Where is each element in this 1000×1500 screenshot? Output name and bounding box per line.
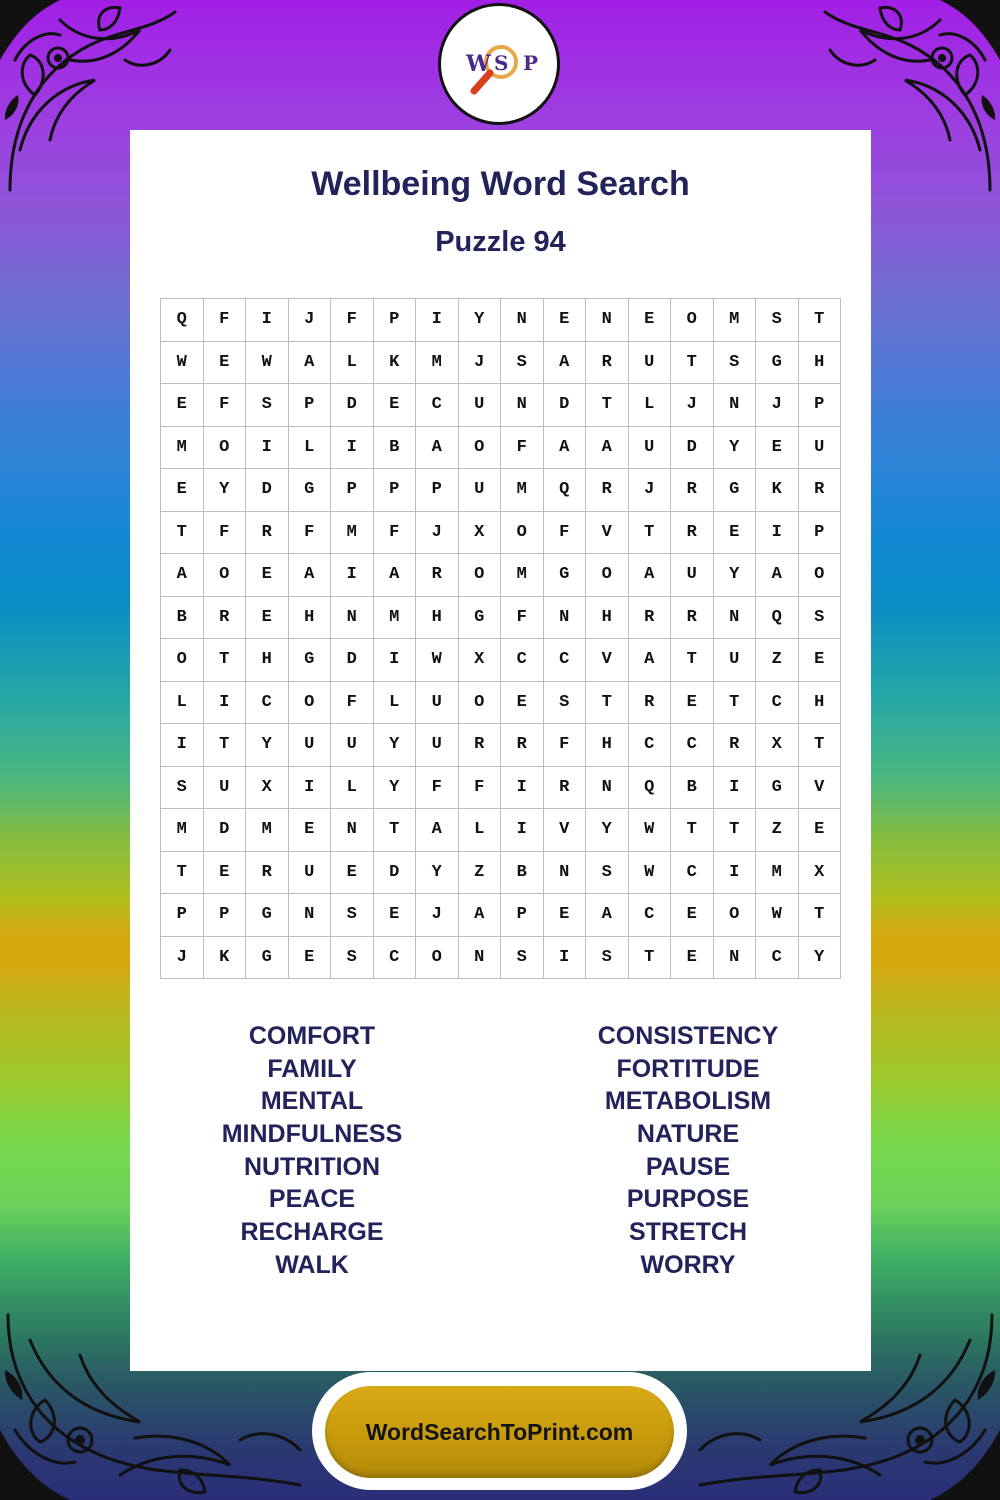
grid-cell[interactable]: G: [246, 894, 289, 937]
grid-cell[interactable]: E: [544, 894, 587, 937]
grid-cell[interactable]: U: [331, 724, 374, 767]
grid-cell[interactable]: Y: [714, 427, 757, 470]
grid-cell[interactable]: U: [416, 682, 459, 725]
grid-cell[interactable]: H: [289, 597, 332, 640]
grid-cell[interactable]: Z: [756, 809, 799, 852]
grid-cell[interactable]: J: [671, 384, 714, 427]
grid-cell[interactable]: E: [671, 894, 714, 937]
grid-cell[interactable]: J: [629, 469, 672, 512]
grid-cell[interactable]: L: [331, 767, 374, 810]
grid-cell[interactable]: O: [799, 554, 842, 597]
grid-cell[interactable]: Q: [629, 767, 672, 810]
grid-cell[interactable]: Y: [374, 724, 417, 767]
grid-cell[interactable]: T: [629, 937, 672, 980]
site-logo: [438, 3, 560, 125]
grid-cell[interactable]: A: [629, 639, 672, 682]
word-item: WALK: [275, 1250, 349, 1279]
grid-cell[interactable]: R: [204, 597, 247, 640]
grid-cell[interactable]: R: [629, 682, 672, 725]
grid-cell[interactable]: I: [374, 639, 417, 682]
grid-cell[interactable]: X: [459, 512, 502, 555]
grid-cell[interactable]: P: [331, 469, 374, 512]
grid-cell[interactable]: Q: [161, 299, 204, 342]
grid-cell[interactable]: L: [331, 342, 374, 385]
grid-cell[interactable]: S: [246, 384, 289, 427]
grid-cell[interactable]: A: [289, 554, 332, 597]
logo-letter-p: P: [523, 51, 539, 75]
grid-cell[interactable]: I: [204, 682, 247, 725]
grid-cell[interactable]: I: [416, 299, 459, 342]
grid-cell[interactable]: A: [756, 554, 799, 597]
grid-cell[interactable]: G: [756, 342, 799, 385]
grid-cell[interactable]: P: [501, 894, 544, 937]
grid-cell[interactable]: Y: [204, 469, 247, 512]
grid-cell[interactable]: O: [459, 427, 502, 470]
grid-cell[interactable]: J: [416, 512, 459, 555]
word-item: PEACE: [268, 1185, 356, 1214]
word-item: METABOLISM: [604, 1087, 772, 1116]
grid-cell[interactable]: U: [459, 384, 502, 427]
grid-cell[interactable]: Y: [799, 937, 842, 980]
grid-cell[interactable]: M: [374, 597, 417, 640]
grid-cell[interactable]: N: [501, 384, 544, 427]
grid-cell[interactable]: E: [331, 852, 374, 895]
grid-cell[interactable]: N: [714, 384, 757, 427]
grid-cell[interactable]: O: [586, 554, 629, 597]
word-item: FORTITUDE: [616, 1054, 760, 1083]
grid-cell[interactable]: H: [799, 342, 842, 385]
grid-cell[interactable]: O: [459, 682, 502, 725]
grid-cell[interactable]: M: [714, 299, 757, 342]
grid-cell[interactable]: M: [756, 852, 799, 895]
grid-cell[interactable]: B: [374, 427, 417, 470]
grid-cell[interactable]: O: [204, 427, 247, 470]
grid-cell[interactable]: E: [799, 809, 842, 852]
grid-cell[interactable]: Y: [416, 852, 459, 895]
grid-cell[interactable]: A: [416, 427, 459, 470]
grid-cell[interactable]: R: [459, 724, 502, 767]
grid-cell[interactable]: U: [799, 427, 842, 470]
grid-cell[interactable]: E: [204, 342, 247, 385]
grid-cell[interactable]: C: [501, 639, 544, 682]
grid-cell[interactable]: G: [756, 767, 799, 810]
grid-cell[interactable]: O: [714, 894, 757, 937]
magnifying-glass-icon: [441, 6, 557, 122]
grid-cell[interactable]: U: [629, 342, 672, 385]
word-item: NATURE: [636, 1120, 740, 1149]
grid-cell[interactable]: E: [374, 894, 417, 937]
word-item: STRETCH: [628, 1218, 748, 1247]
grid-cell[interactable]: U: [671, 554, 714, 597]
grid-cell[interactable]: X: [799, 852, 842, 895]
grid-cell[interactable]: A: [289, 342, 332, 385]
grid-cell[interactable]: D: [544, 384, 587, 427]
grid-cell[interactable]: C: [671, 724, 714, 767]
grid-cell[interactable]: P: [204, 894, 247, 937]
grid-cell[interactable]: A: [544, 427, 587, 470]
grid-cell[interactable]: T: [586, 384, 629, 427]
grid-cell[interactable]: I: [246, 427, 289, 470]
grid-cell[interactable]: G: [289, 639, 332, 682]
grid-cell[interactable]: C: [416, 384, 459, 427]
grid-cell[interactable]: L: [161, 682, 204, 725]
grid-cell[interactable]: J: [459, 342, 502, 385]
grid-cell[interactable]: R: [246, 512, 289, 555]
grid-cell[interactable]: U: [629, 427, 672, 470]
grid-cell[interactable]: I: [289, 767, 332, 810]
grid-cell[interactable]: O: [671, 299, 714, 342]
grid-cell[interactable]: Q: [544, 469, 587, 512]
grid-cell[interactable]: L: [374, 682, 417, 725]
grid-cell[interactable]: T: [799, 299, 842, 342]
grid-cell[interactable]: H: [586, 597, 629, 640]
grid-cell[interactable]: H: [246, 639, 289, 682]
grid-cell[interactable]: V: [799, 767, 842, 810]
grid-cell[interactable]: T: [799, 894, 842, 937]
grid-cell[interactable]: X: [246, 767, 289, 810]
grid-cell[interactable]: T: [671, 809, 714, 852]
grid-cell[interactable]: H: [416, 597, 459, 640]
grid-cell[interactable]: O: [501, 512, 544, 555]
grid-cell[interactable]: E: [246, 554, 289, 597]
grid-cell[interactable]: G: [544, 554, 587, 597]
grid-cell[interactable]: D: [331, 639, 374, 682]
grid-cell[interactable]: F: [416, 767, 459, 810]
grid-cell[interactable]: H: [799, 682, 842, 725]
grid-cell[interactable]: A: [459, 894, 502, 937]
grid-cell[interactable]: T: [586, 682, 629, 725]
grid-cell[interactable]: C: [756, 682, 799, 725]
grid-cell[interactable]: F: [374, 512, 417, 555]
grid-cell[interactable]: O: [161, 639, 204, 682]
logo-letter-w: W: [466, 51, 491, 77]
grid-cell[interactable]: T: [799, 724, 842, 767]
website-pill: [312, 1372, 687, 1490]
grid-cell[interactable]: W: [246, 342, 289, 385]
grid-cell[interactable]: N: [714, 597, 757, 640]
grid-cell[interactable]: Z: [459, 852, 502, 895]
word-list-left: [162, 1020, 462, 1282]
word-list-right: [538, 1020, 838, 1282]
grid-cell[interactable]: A: [586, 427, 629, 470]
grid-cell[interactable]: S: [331, 894, 374, 937]
grid-cell[interactable]: E: [289, 937, 332, 980]
grid-cell[interactable]: E: [501, 682, 544, 725]
grid-cell[interactable]: T: [671, 342, 714, 385]
letter-grid[interactable]: [160, 298, 841, 979]
grid-cell[interactable]: B: [501, 852, 544, 895]
grid-cell[interactable]: E: [204, 852, 247, 895]
grid-cell[interactable]: R: [629, 597, 672, 640]
grid-cell[interactable]: P: [161, 894, 204, 937]
grid-cell[interactable]: O: [289, 682, 332, 725]
grid-cell[interactable]: I: [246, 299, 289, 342]
grid-cell[interactable]: J: [756, 384, 799, 427]
word-item: MINDFULNESS: [221, 1120, 403, 1149]
grid-cell[interactable]: F: [501, 597, 544, 640]
grid-cell[interactable]: F: [459, 767, 502, 810]
grid-cell[interactable]: P: [289, 384, 332, 427]
grid-cell[interactable]: T: [374, 809, 417, 852]
grid-cell[interactable]: G: [459, 597, 502, 640]
grid-cell[interactable]: F: [204, 299, 247, 342]
grid-cell[interactable]: N: [331, 597, 374, 640]
grid-cell[interactable]: R: [246, 852, 289, 895]
grid-cell[interactable]: E: [671, 682, 714, 725]
grid-cell[interactable]: N: [544, 597, 587, 640]
grid-cell[interactable]: J: [416, 894, 459, 937]
grid-cell[interactable]: S: [331, 937, 374, 980]
grid-cell[interactable]: J: [161, 937, 204, 980]
grid-cell[interactable]: H: [586, 724, 629, 767]
grid-cell[interactable]: A: [629, 554, 672, 597]
word-item: PAUSE: [645, 1152, 731, 1181]
grid-cell[interactable]: A: [544, 342, 587, 385]
grid-cell[interactable]: N: [331, 809, 374, 852]
logo-letter-s: S: [494, 51, 509, 75]
grid-cell[interactable]: C: [629, 724, 672, 767]
grid-cell[interactable]: S: [586, 852, 629, 895]
grid-cell[interactable]: C: [246, 682, 289, 725]
grid-cell[interactable]: L: [459, 809, 502, 852]
grid-cell[interactable]: N: [586, 767, 629, 810]
grid-cell[interactable]: U: [289, 724, 332, 767]
grid-cell[interactable]: T: [204, 639, 247, 682]
puzzle-number: Puzzle 94: [435, 226, 566, 258]
grid-cell[interactable]: N: [501, 299, 544, 342]
grid-cell[interactable]: M: [501, 469, 544, 512]
word-item: WORRY: [640, 1250, 736, 1279]
grid-cell[interactable]: E: [544, 299, 587, 342]
grid-cell[interactable]: E: [161, 469, 204, 512]
word-item: MENTAL: [260, 1087, 364, 1116]
grid-cell[interactable]: P: [416, 469, 459, 512]
grid-cell[interactable]: I: [331, 427, 374, 470]
grid-cell[interactable]: E: [629, 299, 672, 342]
grid-cell[interactable]: S: [756, 299, 799, 342]
grid-cell[interactable]: I: [331, 554, 374, 597]
grid-cell[interactable]: N: [544, 852, 587, 895]
grid-cell[interactable]: Y: [459, 299, 502, 342]
word-item: FAMILY: [267, 1054, 357, 1083]
page-title: Wellbeing Word Search: [311, 165, 690, 203]
grid-cell[interactable]: I: [714, 852, 757, 895]
grid-cell[interactable]: E: [374, 384, 417, 427]
grid-cell[interactable]: Y: [374, 767, 417, 810]
word-item: NUTRITION: [243, 1152, 381, 1181]
grid-cell[interactable]: I: [161, 724, 204, 767]
grid-cell[interactable]: I: [756, 512, 799, 555]
grid-cell[interactable]: M: [161, 427, 204, 470]
word-item: COMFORT: [248, 1022, 376, 1050]
grid-cell[interactable]: S: [586, 937, 629, 980]
grid-cell[interactable]: L: [629, 384, 672, 427]
grid-cell[interactable]: C: [756, 937, 799, 980]
grid-cell[interactable]: E: [246, 597, 289, 640]
grid-cell[interactable]: F: [289, 512, 332, 555]
grid-cell[interactable]: V: [586, 512, 629, 555]
word-item: CONSISTENCY: [597, 1022, 779, 1050]
grid-cell[interactable]: U: [714, 639, 757, 682]
grid-cell[interactable]: X: [459, 639, 502, 682]
grid-cell[interactable]: E: [799, 639, 842, 682]
grid-cell[interactable]: S: [544, 682, 587, 725]
grid-cell[interactable]: T: [161, 852, 204, 895]
grid-cell[interactable]: O: [459, 554, 502, 597]
word-item: PURPOSE: [626, 1185, 750, 1214]
grid-cell[interactable]: R: [671, 469, 714, 512]
grid-cell[interactable]: S: [161, 767, 204, 810]
grid-cell[interactable]: T: [204, 724, 247, 767]
grid-cell[interactable]: F: [544, 724, 587, 767]
grid-cell[interactable]: N: [586, 299, 629, 342]
grid-cell[interactable]: M: [161, 809, 204, 852]
grid-cell[interactable]: B: [161, 597, 204, 640]
puzzle-panel: [130, 130, 871, 1371]
grid-cell[interactable]: M: [501, 554, 544, 597]
grid-cell[interactable]: S: [799, 597, 842, 640]
grid-cell[interactable]: R: [501, 724, 544, 767]
grid-cell[interactable]: A: [161, 554, 204, 597]
grid-cell[interactable]: D: [204, 809, 247, 852]
grid-cell[interactable]: K: [374, 342, 417, 385]
grid-cell[interactable]: S: [501, 342, 544, 385]
grid-cell[interactable]: D: [374, 852, 417, 895]
grid-cell[interactable]: T: [671, 639, 714, 682]
grid-cell[interactable]: F: [331, 682, 374, 725]
grid-cell[interactable]: I: [544, 937, 587, 980]
grid-cell[interactable]: M: [331, 512, 374, 555]
grid-cell[interactable]: Z: [756, 639, 799, 682]
grid-cell[interactable]: F: [204, 384, 247, 427]
grid-cell[interactable]: N: [289, 894, 332, 937]
grid-cell[interactable]: E: [289, 809, 332, 852]
grid-cell[interactable]: W: [161, 342, 204, 385]
grid-cell[interactable]: T: [161, 512, 204, 555]
grid-cell[interactable]: D: [246, 469, 289, 512]
grid-cell[interactable]: I: [501, 809, 544, 852]
grid-cell[interactable]: A: [586, 894, 629, 937]
grid-cell[interactable]: R: [586, 342, 629, 385]
grid-cell[interactable]: R: [671, 597, 714, 640]
grid-cell[interactable]: Q: [756, 597, 799, 640]
grid-cell[interactable]: N: [459, 937, 502, 980]
grid-cell[interactable]: C: [671, 852, 714, 895]
grid-cell[interactable]: R: [544, 767, 587, 810]
grid-cell[interactable]: M: [416, 342, 459, 385]
grid-cell[interactable]: D: [671, 427, 714, 470]
grid-cell[interactable]: F: [331, 299, 374, 342]
grid-cell[interactable]: N: [714, 937, 757, 980]
grid-cell[interactable]: T: [629, 512, 672, 555]
grid-cell[interactable]: L: [289, 427, 332, 470]
grid-cell[interactable]: X: [756, 724, 799, 767]
grid-cell[interactable]: K: [204, 937, 247, 980]
grid-cell[interactable]: U: [416, 724, 459, 767]
grid-cell[interactable]: F: [544, 512, 587, 555]
grid-cell[interactable]: A: [416, 809, 459, 852]
grid-cell[interactable]: C: [374, 937, 417, 980]
grid-cell[interactable]: B: [671, 767, 714, 810]
grid-cell[interactable]: V: [544, 809, 587, 852]
grid-cell[interactable]: D: [331, 384, 374, 427]
grid-cell[interactable]: G: [714, 469, 757, 512]
grid-cell[interactable]: Y: [246, 724, 289, 767]
grid-cell[interactable]: P: [374, 299, 417, 342]
grid-cell[interactable]: R: [799, 469, 842, 512]
grid-cell[interactable]: U: [204, 767, 247, 810]
grid-cell[interactable]: W: [629, 852, 672, 895]
grid-cell[interactable]: Y: [586, 809, 629, 852]
grid-cell[interactable]: I: [501, 767, 544, 810]
grid-cell[interactable]: G: [246, 937, 289, 980]
grid-cell[interactable]: F: [501, 427, 544, 470]
grid-cell[interactable]: R: [671, 512, 714, 555]
grid-cell[interactable]: F: [204, 512, 247, 555]
grid-cell[interactable]: V: [586, 639, 629, 682]
grid-cell[interactable]: A: [374, 554, 417, 597]
grid-cell[interactable]: E: [161, 384, 204, 427]
grid-cell[interactable]: S: [714, 342, 757, 385]
grid-cell[interactable]: Y: [714, 554, 757, 597]
grid-cell[interactable]: U: [289, 852, 332, 895]
grid-cell[interactable]: M: [246, 809, 289, 852]
grid-cell[interactable]: P: [799, 384, 842, 427]
grid-cell[interactable]: W: [416, 639, 459, 682]
grid-cell[interactable]: R: [714, 724, 757, 767]
word-item: RECHARGE: [240, 1218, 384, 1247]
grid-cell[interactable]: T: [714, 809, 757, 852]
grid-cell[interactable]: O: [416, 937, 459, 980]
grid-cell[interactable]: R: [416, 554, 459, 597]
grid-cell[interactable]: E: [671, 937, 714, 980]
grid-cell[interactable]: O: [204, 554, 247, 597]
grid-cell[interactable]: R: [586, 469, 629, 512]
grid-cell[interactable]: P: [374, 469, 417, 512]
grid-cell[interactable]: I: [714, 767, 757, 810]
grid-cell[interactable]: C: [544, 639, 587, 682]
website-button[interactable]: WordSearchToPrint.com: [325, 1386, 674, 1478]
grid-cell[interactable]: C: [629, 894, 672, 937]
grid-cell[interactable]: S: [501, 937, 544, 980]
grid-cell[interactable]: W: [756, 894, 799, 937]
grid-cell[interactable]: W: [629, 809, 672, 852]
grid-cell[interactable]: K: [756, 469, 799, 512]
grid-cell[interactable]: U: [459, 469, 502, 512]
grid-cell[interactable]: G: [289, 469, 332, 512]
grid-cell[interactable]: E: [714, 512, 757, 555]
grid-cell[interactable]: T: [714, 682, 757, 725]
grid-cell[interactable]: J: [289, 299, 332, 342]
grid-cell[interactable]: E: [756, 427, 799, 470]
grid-cell[interactable]: P: [799, 512, 842, 555]
